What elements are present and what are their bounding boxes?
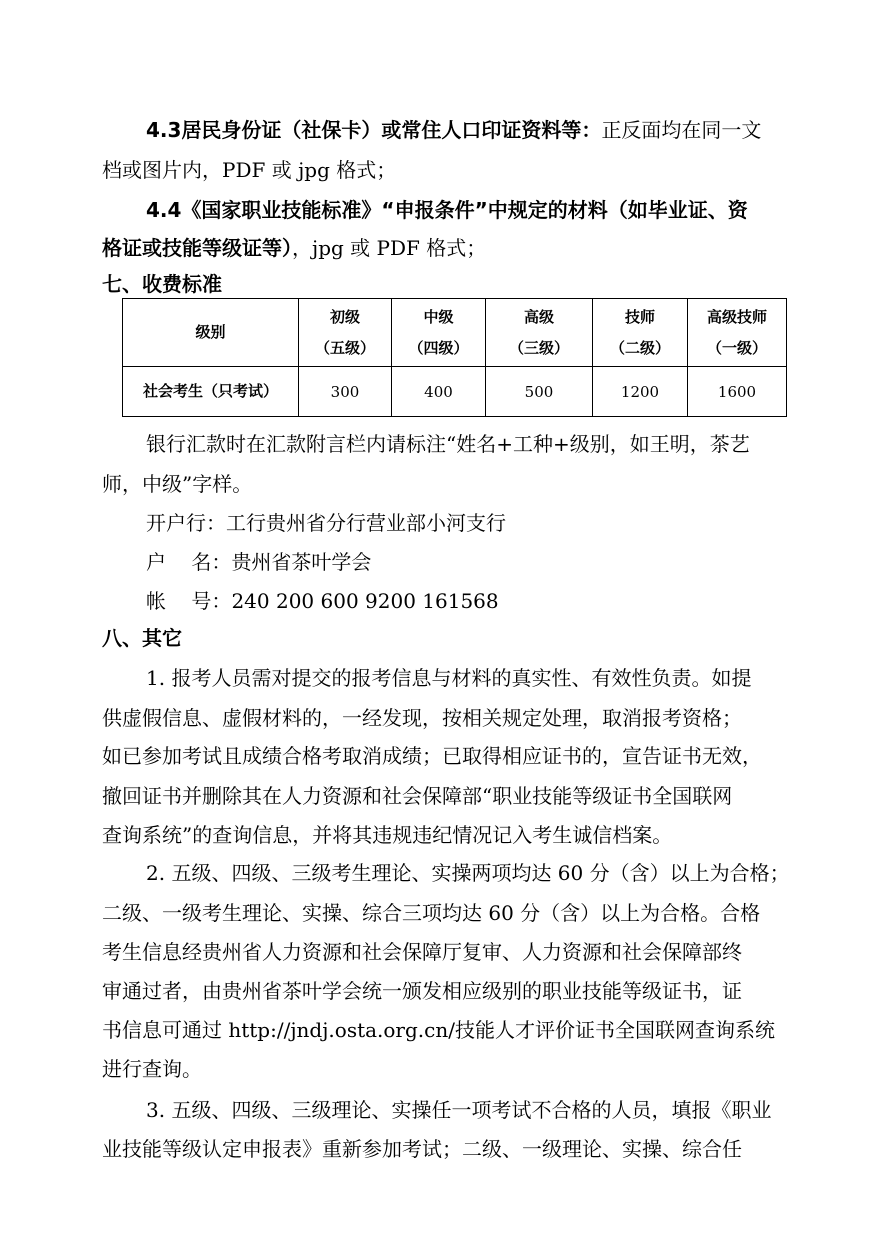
level-sub: （四级）: [408, 338, 469, 357]
fee-value: 1200: [593, 367, 688, 417]
fee-row-label: 社会考生（只考试）: [123, 367, 299, 417]
account-no-line: [146, 588, 499, 614]
account-no-label: 帐 号：: [146, 589, 232, 613]
para2-line: 考生信息经贵州省人力资源和社会保障厅复审、人力资源和社会保障部终: [102, 940, 742, 964]
fee-value: 1600: [688, 367, 787, 417]
item-4-3-line1: [146, 117, 761, 143]
level-header-cell: 级别: [123, 299, 299, 367]
account-name-line: [146, 549, 371, 575]
para1-line: 撤回证书并删除其在人力资源和社会保障部“职业技能等级证书全国联网: [102, 784, 733, 808]
level-cell-4: [593, 299, 688, 367]
section-8-heading: 八、其它: [102, 626, 182, 650]
level-name: 高级技师: [706, 307, 767, 326]
bank-name: 开户行：工行贵州省分行营业部小河支行: [146, 511, 506, 535]
para2-line: 2. 五级、四级、三级考生理论、实操两项均达 60 分（含）以上为合格；: [146, 861, 790, 885]
fee-table: [122, 298, 787, 417]
para1-line: 1. 报考人员需对提交的报考信息与材料的真实性、有效性负责。如提: [146, 666, 752, 690]
level-sub: （五级）: [314, 338, 375, 357]
item-4-3-title: 居民身份证（社保卡）或常住人口印证资料等：: [181, 118, 602, 142]
account-name: 贵州省茶叶学会: [231, 550, 372, 574]
fee-value: 400: [392, 367, 486, 417]
level-sub: （二级）: [609, 338, 670, 357]
para1-line: 如已参加考试且成绩合格考取消成绩；已取得相应证书的，宣告证书无效，: [102, 744, 762, 768]
para1-line: 供虚假信息、虚假材料的，一经发现，按相关规定处理，取消报考资格；: [102, 706, 742, 730]
level-cell-3: [486, 299, 593, 367]
item-4-4-title-cont: 格证或技能等级证等）: [102, 236, 292, 260]
para2-line: 二级、一级考生理论、实操、综合三项均达 60 分（含）以上为合格。合格: [102, 901, 761, 925]
fee-table-header-row: [123, 299, 787, 367]
level-name: 中级: [423, 307, 454, 326]
fee-value: 300: [299, 367, 392, 417]
level-name: 高级: [523, 307, 554, 326]
para3-line: 业技能等级认定申报表》重新参加考试；二级、一级理论、实操、综合任: [102, 1137, 742, 1161]
item-4-4-desc: ，jpg 或 PDF 格式；: [292, 236, 487, 260]
para3-line: 3. 五级、四级、三级理论、实操任一项考试不合格的人员，填报《职业: [146, 1098, 772, 1122]
item-4-4-number: 4.4: [146, 198, 182, 222]
item-4-4-line1: [146, 197, 748, 223]
fee-value: 500: [486, 367, 593, 417]
level-name: 初级: [329, 307, 360, 326]
para2-line: 审通过者，由贵州省茶叶学会统一颁发相应级别的职业技能等级证书，证: [102, 979, 742, 1003]
level-sub: （三级）: [508, 338, 569, 357]
para2-line: 书信息可通过 http://jndj.osta.org.cn/技能人才评价证书全国联网查询系统: [102, 1018, 775, 1042]
level-cell-1: [299, 299, 392, 367]
section-7-heading: 七、收费标准: [102, 272, 222, 296]
account-number: 240 200 600 9200 161568: [231, 589, 499, 613]
level-sub: （一级）: [706, 338, 767, 357]
item-4-3-desc: 正反面均在同一文: [601, 118, 762, 142]
item-4-3-line2: 档或图片内，PDF 或 jpg 格式；: [102, 158, 397, 182]
remit-note-line2: 师，中级”字样。: [102, 472, 253, 496]
item-4-4-line2: [102, 235, 486, 261]
item-4-4-title: 《国家职业技能标准》“申报条件”中规定的材料（如毕业证、资: [181, 198, 748, 222]
remit-note-line1: 银行汇款时在汇款附言栏内请标注“姓名+工种+级别，如王明，茶艺: [146, 432, 750, 456]
item-4-3-number: 4.3: [146, 118, 182, 142]
para1-line: 查询系统”的查询信息，并将其违规违纪情况记入考生诚信档案。: [102, 823, 673, 847]
fee-table-fee-row: [123, 367, 787, 417]
para2-line: 进行查询。: [102, 1057, 202, 1081]
account-name-label: 户 名：: [146, 550, 232, 574]
level-cell-5: [688, 299, 787, 367]
level-cell-2: [392, 299, 486, 367]
level-name: 技师: [624, 307, 655, 326]
